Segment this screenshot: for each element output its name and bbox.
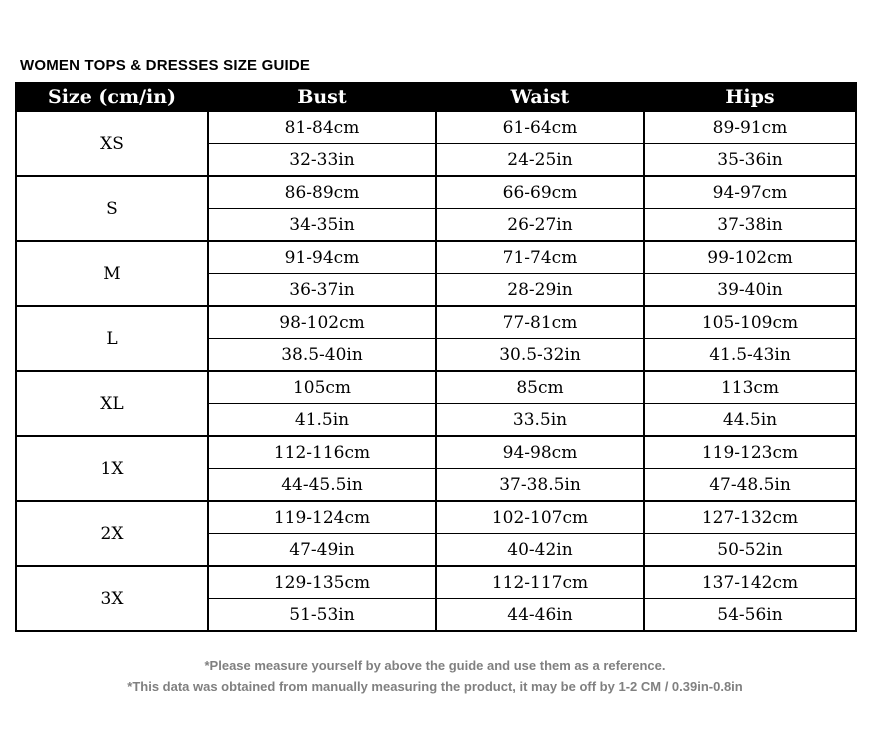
size-label: XL bbox=[16, 371, 208, 436]
waist-cm-cell: 61-64cm bbox=[436, 111, 644, 144]
hips-in-cell: 50-52in bbox=[644, 534, 856, 567]
page-title: WOMEN TOPS & DRESSES SIZE GUIDE bbox=[20, 57, 311, 74]
bust-in-cell: 38.5-40in bbox=[208, 339, 436, 372]
hips-in-cell: 47-48.5in bbox=[644, 469, 856, 502]
bust-in-cell: 44-45.5in bbox=[208, 469, 436, 502]
size-label: L bbox=[16, 306, 208, 371]
table-row bbox=[16, 306, 856, 339]
table-row bbox=[16, 436, 856, 469]
bust-in-cell: 36-37in bbox=[208, 274, 436, 307]
column-header-size: Size (cm/in) bbox=[16, 83, 208, 111]
waist-in-cell: 44-46in bbox=[436, 599, 644, 632]
size-label: M bbox=[16, 241, 208, 306]
waist-in-cell: 28-29in bbox=[436, 274, 644, 307]
size-label: 3X bbox=[16, 566, 208, 631]
waist-in-cell: 37-38.5in bbox=[436, 469, 644, 502]
waist-cm-cell: 112-117cm bbox=[436, 566, 644, 599]
waist-cm-cell: 71-74cm bbox=[436, 241, 644, 274]
table-row bbox=[16, 371, 856, 404]
hips-cm-cell: 113cm bbox=[644, 371, 856, 404]
waist-cm-cell: 102-107cm bbox=[436, 501, 644, 534]
bust-in-cell: 41.5in bbox=[208, 404, 436, 437]
table-row bbox=[16, 111, 856, 144]
bust-in-cell: 51-53in bbox=[208, 599, 436, 632]
table-row bbox=[16, 176, 856, 209]
size-label: S bbox=[16, 176, 208, 241]
bust-cm-cell: 86-89cm bbox=[208, 176, 436, 209]
size-label: XS bbox=[16, 111, 208, 176]
waist-in-cell: 26-27in bbox=[436, 209, 644, 242]
header-row bbox=[16, 83, 856, 111]
waist-in-cell: 40-42in bbox=[436, 534, 644, 567]
size-guide-table bbox=[15, 82, 857, 632]
hips-cm-cell: 119-123cm bbox=[644, 436, 856, 469]
hips-in-cell: 44.5in bbox=[644, 404, 856, 437]
table-row bbox=[16, 501, 856, 534]
bust-cm-cell: 112-116cm bbox=[208, 436, 436, 469]
footnotes bbox=[15, 655, 855, 697]
hips-in-cell: 41.5-43in bbox=[644, 339, 856, 372]
hips-cm-cell: 89-91cm bbox=[644, 111, 856, 144]
waist-cm-cell: 66-69cm bbox=[436, 176, 644, 209]
bust-cm-cell: 91-94cm bbox=[208, 241, 436, 274]
column-header-hips: Hips bbox=[644, 83, 856, 111]
bust-cm-cell: 105cm bbox=[208, 371, 436, 404]
hips-cm-cell: 127-132cm bbox=[644, 501, 856, 534]
waist-in-cell: 30.5-32in bbox=[436, 339, 644, 372]
measure-note: *Please measure yourself by above the guide and use them as a reference. bbox=[204, 658, 666, 673]
bust-cm-cell: 119-124cm bbox=[208, 501, 436, 534]
waist-cm-cell: 94-98cm bbox=[436, 436, 644, 469]
hips-cm-cell: 99-102cm bbox=[644, 241, 856, 274]
bust-cm-cell: 81-84cm bbox=[208, 111, 436, 144]
hips-in-cell: 54-56in bbox=[644, 599, 856, 632]
hips-cm-cell: 94-97cm bbox=[644, 176, 856, 209]
column-header-waist: Waist bbox=[436, 83, 644, 111]
hips-in-cell: 39-40in bbox=[644, 274, 856, 307]
hips-cm-cell: 137-142cm bbox=[644, 566, 856, 599]
table-row bbox=[16, 566, 856, 599]
column-header-bust: Bust bbox=[208, 83, 436, 111]
hips-in-cell: 37-38in bbox=[644, 209, 856, 242]
waist-in-cell: 24-25in bbox=[436, 144, 644, 177]
waist-in-cell: 33.5in bbox=[436, 404, 644, 437]
bust-in-cell: 32-33in bbox=[208, 144, 436, 177]
bust-cm-cell: 98-102cm bbox=[208, 306, 436, 339]
table-row bbox=[16, 241, 856, 274]
tolerance-note: *This data was obtained from manually measuring the product, it may be off by 1-2 CM / 0.39in-0.8in bbox=[127, 679, 743, 694]
bust-in-cell: 34-35in bbox=[208, 209, 436, 242]
size-label: 1X bbox=[16, 436, 208, 501]
waist-cm-cell: 77-81cm bbox=[436, 306, 644, 339]
waist-cm-cell: 85cm bbox=[436, 371, 644, 404]
hips-in-cell: 35-36in bbox=[644, 144, 856, 177]
bust-cm-cell: 129-135cm bbox=[208, 566, 436, 599]
size-label: 2X bbox=[16, 501, 208, 566]
bust-in-cell: 47-49in bbox=[208, 534, 436, 567]
hips-cm-cell: 105-109cm bbox=[644, 306, 856, 339]
